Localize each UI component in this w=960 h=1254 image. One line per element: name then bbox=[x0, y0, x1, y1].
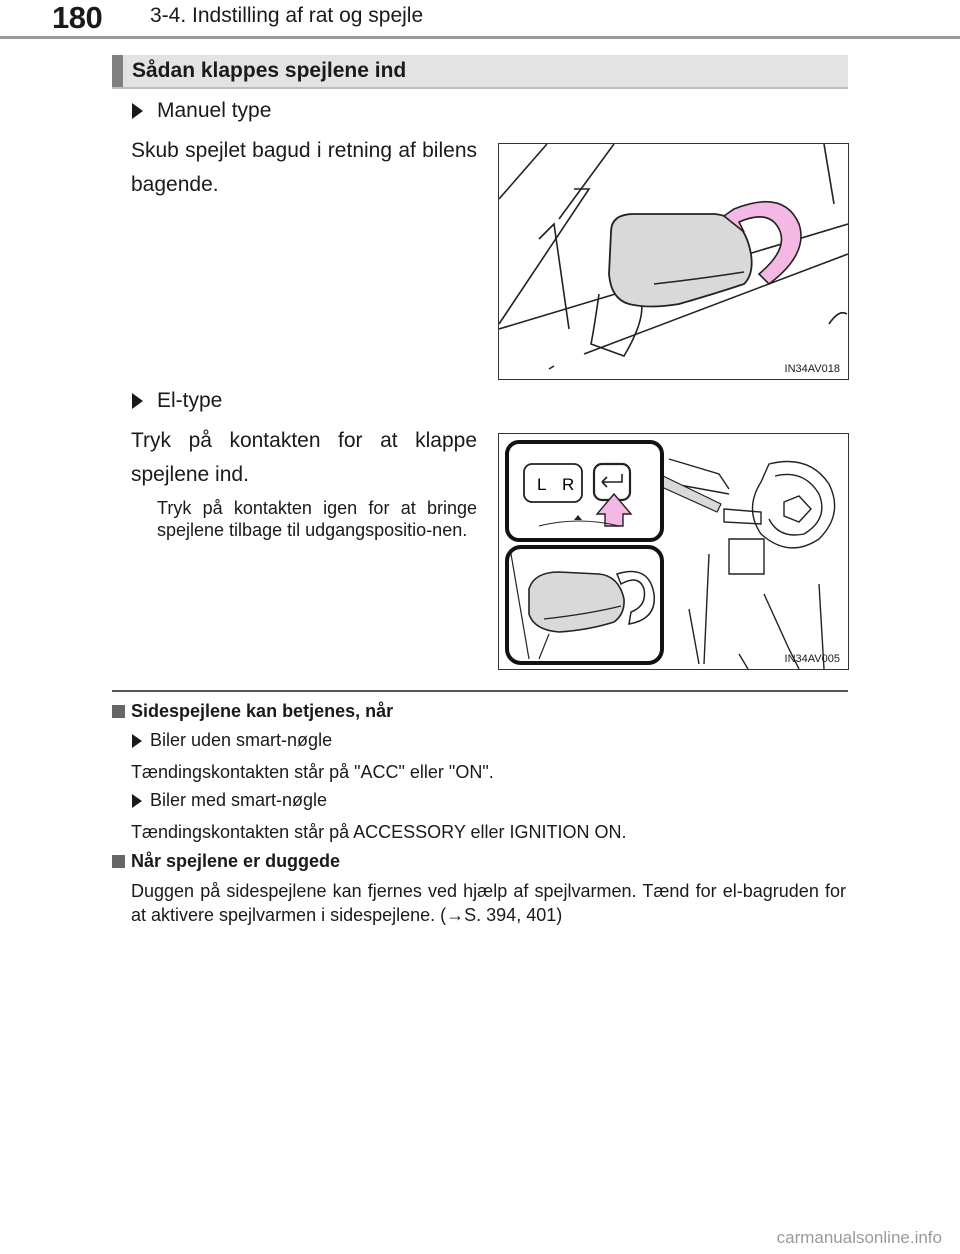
square-bullet-icon bbox=[112, 705, 125, 718]
switch-right-label: R bbox=[562, 475, 575, 494]
fogged-label: Når spejlene er duggede bbox=[131, 851, 341, 871]
triangle-bullet-icon bbox=[132, 103, 143, 119]
page-number: 180 bbox=[52, 0, 103, 35]
operate-condition-heading bbox=[112, 701, 393, 722]
square-bullet-icon bbox=[112, 855, 125, 868]
manual-type-label: Manuel type bbox=[157, 99, 272, 122]
watermark: carmanualsonline.info bbox=[776, 1228, 942, 1247]
no-smart-key-label: Biler uden smart-nøgle bbox=[150, 730, 333, 750]
figure-code: IN34AV018 bbox=[784, 363, 840, 375]
manual-type-heading bbox=[132, 99, 271, 123]
manual-mirror-illustration bbox=[499, 144, 848, 379]
operate-condition-label: Sidespejlene kan betjenes, når bbox=[131, 701, 394, 721]
triangle-bullet-icon bbox=[132, 393, 143, 409]
triangle-bullet-icon bbox=[132, 734, 142, 748]
no-smart-key-heading bbox=[132, 730, 332, 751]
chapter-title: 3-4. Indstilling af rat og spejle bbox=[150, 4, 424, 27]
section-accent bbox=[112, 55, 123, 87]
mirror-housing-shape bbox=[609, 214, 752, 307]
section-heading-bar bbox=[112, 55, 848, 89]
smart-key-label: Biler med smart-nøgle bbox=[150, 790, 328, 810]
manual-mirror-figure bbox=[498, 143, 849, 380]
no-smart-key-text: Tændingskontakten står på "ACC" eller "ON". bbox=[131, 762, 494, 782]
figure-code: IN34AV005 bbox=[784, 653, 840, 665]
notes-divider bbox=[112, 690, 848, 692]
fogged-heading bbox=[112, 851, 340, 872]
triangle-bullet-icon bbox=[132, 794, 142, 808]
header-divider bbox=[0, 36, 960, 39]
manual-type-instruction: Skub spejlet bagud i retning af bilens bagende. bbox=[131, 139, 477, 196]
electric-type-note: Tryk på kontakten igen for at bringe spejlene tilbage til udgangspositio-nen. bbox=[157, 498, 477, 540]
smart-key-text: Tændingskontakten står på ACCESSORY eller IGNITION ON. bbox=[131, 822, 627, 842]
fogged-text: Duggen på sidespejlene kan fjernes ved hjælp af spejlvarmen. Tænd for el-bagruden for at aktivere spejlvarmen i sidespejlene. (→S. 394, 401) bbox=[131, 881, 846, 925]
electric-type-label: El-type bbox=[157, 389, 223, 412]
electric-switch-illustration bbox=[499, 434, 848, 669]
smart-key-heading bbox=[132, 790, 327, 811]
electric-mirror-figure bbox=[498, 433, 849, 670]
section-title: Sådan klappes spejlene ind bbox=[132, 59, 407, 82]
switch-left-label: L bbox=[537, 475, 547, 494]
electric-type-heading bbox=[132, 389, 222, 413]
electric-type-instruction: Tryk på kontakten for at klappe spejlene ind. bbox=[131, 429, 477, 486]
